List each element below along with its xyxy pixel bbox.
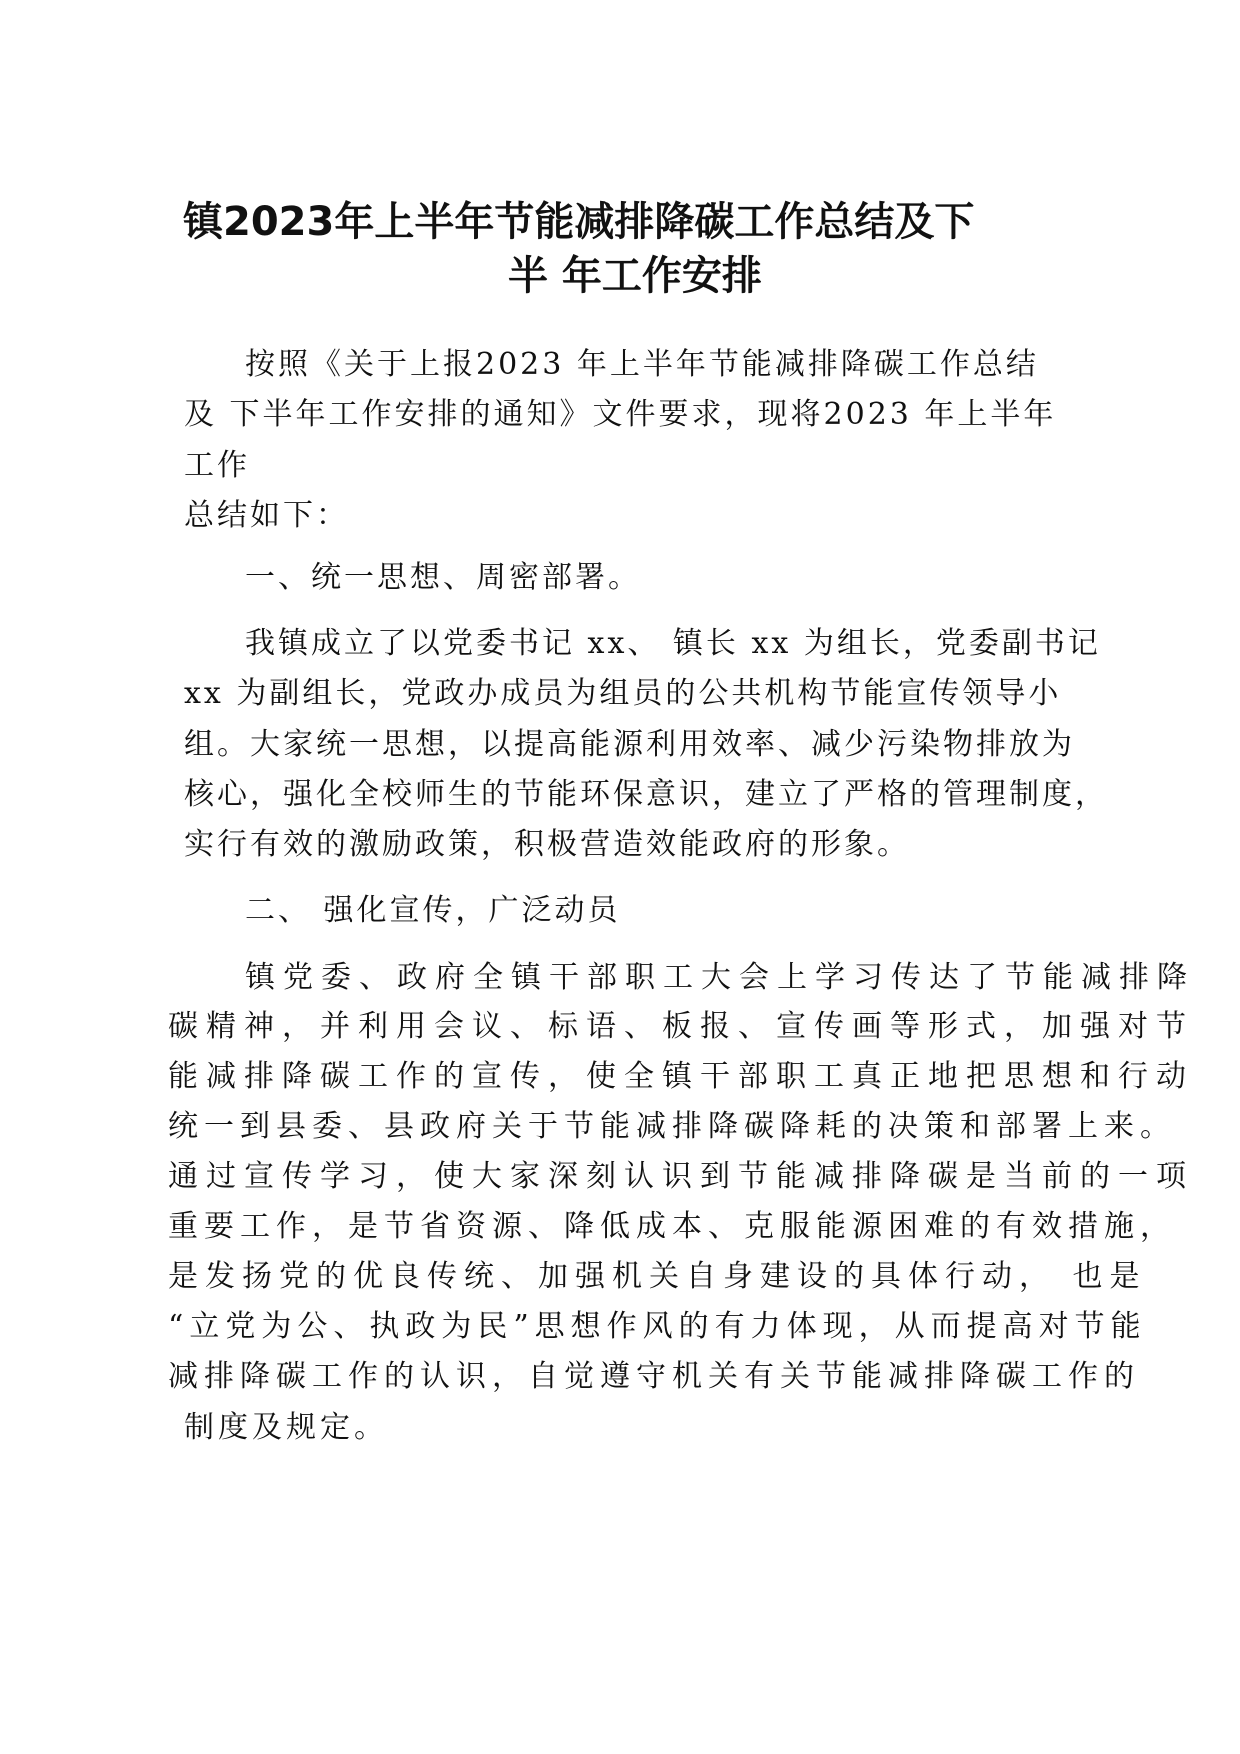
section-2-line: 减排降碳工作的认识，自觉遵守机关有关节能减排降碳工作的: [168, 1359, 1140, 1394]
section-2-line: 重要工作，是节省资源、降低成本、克服能源困难的有效措施，: [168, 1209, 1176, 1244]
section-2-heading: 二、 强化宣传，广泛动员: [245, 893, 621, 928]
document-title-line-2: 半 年工作安排: [508, 253, 762, 299]
section-2-line: “立党为公、执政为民”思想作风的有力体现，从而提高对节能: [168, 1309, 1147, 1344]
section-2-line: 制度及规定。: [184, 1410, 388, 1445]
section-1-line: 实行有效的激励政策，积极营造效能政府的形象。: [184, 827, 910, 862]
section-2-line: 是发扬党的优良传统、加强机关自身建设的具体行动， 也是: [168, 1259, 1147, 1294]
section-2-line: 通过宣传学习，使大家深刻认识到节能减排降碳是当前的一项: [168, 1159, 1194, 1194]
section-2-line: 统一到县委、县政府关于节能减排降碳降耗的决策和部署上来。: [168, 1109, 1176, 1144]
document-title-line-1: 镇2023年上半年节能减排降碳工作总结及下: [183, 199, 975, 245]
section-2-line: 能减排降碳工作的宣传，使全镇干部职工真正地把思想和行动: [168, 1059, 1194, 1094]
section-1-line: xx 为副组长，党政办成员为组员的公共机构节能宣传领导小: [184, 676, 1062, 711]
intro-line: 总结如下：: [184, 498, 349, 533]
section-1-line: 我镇成立了以党委书记 xx、 镇长 xx 为组长，党委副书记: [245, 626, 1101, 661]
intro-line: 工作: [184, 448, 250, 483]
intro-line: 及 下半年工作安排的通知》文件要求，现将2023 年上半年: [184, 397, 1057, 432]
section-2-line: 碳精神，并利用会议、标语、板报、宣传画等形式，加强对节: [168, 1009, 1194, 1044]
section-1-heading: 一、统一思想、周密部署。: [245, 560, 641, 595]
intro-line: 按照《关于上报2023 年上半年节能减排降碳工作总结: [245, 347, 1039, 382]
section-2-line: 镇党委、政府全镇干部职工大会上学习传达了节能减排降: [245, 960, 1195, 995]
section-1-line: 核心，强化全校师生的节能环保意识，建立了严格的管理制度，: [184, 777, 1108, 812]
section-1-line: 组。大家统一思想，以提高能源利用效率、减少污染物排放为: [184, 727, 1075, 762]
